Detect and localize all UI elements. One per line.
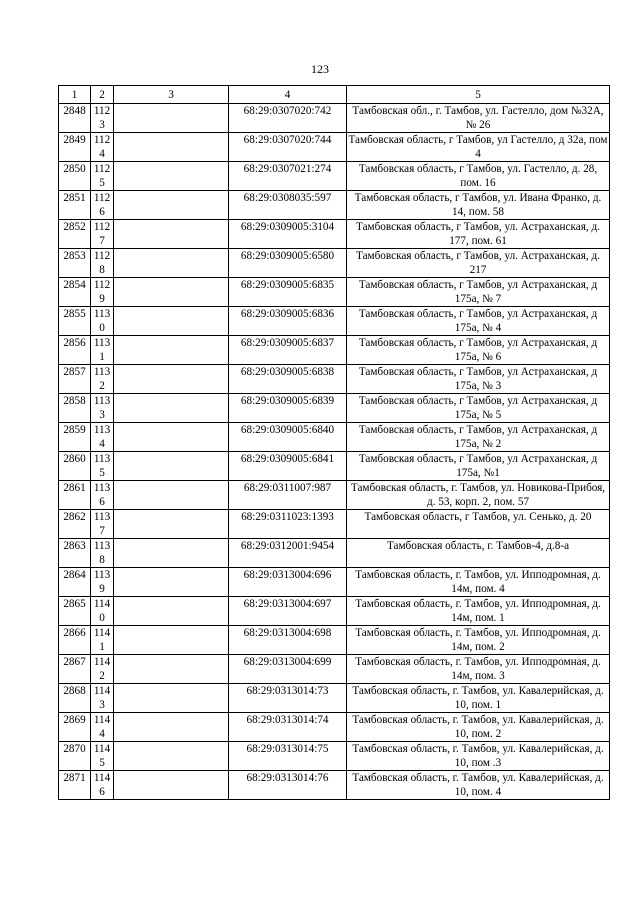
empty-cell — [114, 394, 229, 423]
empty-cell — [114, 742, 229, 771]
row-number-cell: 2870 — [59, 742, 91, 771]
sub-number-cell: 1144 — [91, 713, 114, 742]
row-number-cell: 2851 — [59, 191, 91, 220]
row-number-cell: 2863 — [59, 539, 91, 568]
row-number-cell: 2858 — [59, 394, 91, 423]
table-row — [59, 684, 610, 713]
address-cell: Тамбовская область, г Тамбов, ул. Гастелло, д. 28, пом. 16 — [347, 162, 610, 191]
cadastral-number-cell: 68:29:0313004:697 — [229, 597, 347, 626]
row-number-cell: 2850 — [59, 162, 91, 191]
address-cell: Тамбовская область, г. Тамбов, ул. Ипподромная, д. 14м, пом. 4 — [347, 568, 610, 597]
table-row — [59, 278, 610, 307]
address-cell: Тамбовская область, г Тамбов, ул Гастелло, д 32а, пом 4 — [348, 134, 608, 160]
empty-cell — [114, 771, 229, 800]
address-cell: Тамбовская область, г. Тамбов, ул. Кавалерийская, д. 10, пом. 4 — [347, 771, 610, 800]
property-registry-table — [58, 85, 610, 800]
column-header-5: 5 — [347, 86, 610, 104]
column-header-1: 1 — [59, 86, 91, 104]
empty-cell — [114, 684, 229, 713]
empty-cell — [114, 104, 229, 133]
sub-number-cell: 1125 — [91, 162, 114, 191]
sub-number-cell: 1132 — [91, 365, 114, 394]
address-cell: Тамбовская область, г. Тамбов, ул. Кавалерийская, д. 10, пом .3 — [347, 742, 610, 771]
table-row — [59, 713, 610, 742]
sub-number-cell: 1137 — [91, 510, 114, 539]
table-row — [59, 423, 610, 452]
empty-cell — [114, 452, 229, 481]
sub-number-cell: 1130 — [91, 307, 114, 336]
row-number-cell: 2869 — [59, 713, 91, 742]
table-row — [59, 307, 610, 336]
sub-number-cell: 1127 — [91, 220, 114, 249]
cadastral-number-cell: 68:29:0309005:6838 — [229, 365, 347, 394]
empty-cell — [114, 191, 229, 220]
row-number-cell: 2855 — [59, 307, 91, 336]
address-cell: Тамбовская область, г Тамбов, ул Астраханская, д 175а, № 4 — [347, 307, 610, 336]
empty-cell — [114, 568, 229, 597]
table-row — [59, 249, 610, 278]
cadastral-number-cell: 68:29:0313014:75 — [229, 742, 347, 771]
empty-cell — [114, 539, 229, 568]
sub-number-cell: 1141 — [91, 626, 114, 655]
table-row — [59, 742, 610, 771]
sub-number-cell: 1134 — [91, 423, 114, 452]
empty-cell — [114, 713, 229, 742]
cadastral-number-cell: 68:29:0313014:74 — [229, 713, 347, 742]
address-cell: Тамбовская область, г Тамбов, ул. Астраханская, д. 217 — [347, 249, 610, 278]
empty-cell — [114, 655, 229, 684]
table-row — [59, 191, 610, 220]
table-row — [59, 104, 610, 133]
address-cell: Тамбовская область, г Тамбов, ул. Ивана Франко, д. 14, пом. 58 — [347, 191, 610, 220]
sub-number-cell: 1145 — [91, 742, 114, 771]
cadastral-number-cell: 68:29:0313004:699 — [229, 655, 347, 684]
sub-number-cell: 1135 — [91, 452, 114, 481]
sub-number-cell: 1126 — [91, 191, 114, 220]
row-number-cell: 2861 — [59, 481, 91, 510]
sub-number-cell: 1136 — [91, 481, 114, 510]
cadastral-number-cell: 68:29:0309005:6836 — [229, 307, 347, 336]
table-row — [59, 162, 610, 191]
table-body — [59, 104, 610, 800]
sub-number-cell: 1140 — [91, 597, 114, 626]
table-row — [59, 365, 610, 394]
table-row — [59, 220, 610, 249]
cadastral-number-cell: 68:29:0308035:597 — [229, 191, 347, 220]
row-number-cell: 2864 — [59, 568, 91, 597]
row-number-cell: 2866 — [59, 626, 91, 655]
cadastral-number-cell: 68:29:0311007:987 — [229, 481, 347, 510]
cadastral-number-cell: 68:29:0309005:6840 — [229, 423, 347, 452]
row-number-cell: 2856 — [59, 336, 91, 365]
sub-number-cell: 1123 — [91, 104, 114, 133]
sub-number-cell: 1124 — [91, 133, 114, 162]
sub-number-cell: 1146 — [91, 771, 114, 800]
cadastral-number-cell: 68:29:0309005:6835 — [229, 278, 347, 307]
column-header-3: 3 — [114, 86, 229, 104]
row-number-cell: 2857 — [59, 365, 91, 394]
column-header-4: 4 — [229, 86, 347, 104]
empty-cell — [114, 423, 229, 452]
row-number-cell: 2848 — [59, 104, 91, 133]
row-number-cell: 2852 — [59, 220, 91, 249]
address-cell: Тамбовская область, г. Тамбов, ул. Кавалерийская, д. 10, пом. 2 — [347, 713, 610, 742]
table-row — [59, 133, 610, 162]
address-cell: Тамбовская обл., г. Тамбов, ул. Гастелло, дом №32А, № 26 — [347, 104, 610, 133]
row-number-cell: 2867 — [59, 655, 91, 684]
sub-number-cell: 1143 — [91, 684, 114, 713]
address-cell: Тамбовская область, г. Тамбов, ул. Новикова-Прибоя, д. 53, корп. 2, пом. 57 — [347, 481, 610, 510]
table-row — [59, 568, 610, 597]
cadastral-number-cell: 68:29:0313014:73 — [229, 684, 347, 713]
cadastral-number-cell: 68:29:0307020:742 — [229, 104, 347, 133]
cadastral-number-cell: 68:29:0312001:9454 — [229, 539, 347, 568]
address-cell: Тамбовская область, г. Тамбов, ул. Ипподромная, д. 14м, пом. 3 — [347, 655, 610, 684]
address-cell: Тамбовская область, г Тамбов, ул Астраханская, д 175а, № 6 — [347, 336, 610, 365]
sub-number-cell: 1139 — [91, 568, 114, 597]
table-row — [59, 626, 610, 655]
address-cell: Тамбовская область, г Тамбов, ул Астраханская, д 175а, № 2 — [347, 423, 610, 452]
sub-number-cell: 1133 — [91, 394, 114, 423]
cadastral-number-cell: 68:29:0309005:6580 — [229, 249, 347, 278]
row-number-cell: 2860 — [59, 452, 91, 481]
table-row — [59, 510, 610, 539]
address-cell: Тамбовская область, г. Тамбов-4, д.8-а — [347, 539, 610, 568]
sub-number-cell: 1129 — [91, 278, 114, 307]
table-row — [59, 452, 610, 481]
row-number-cell: 2853 — [59, 249, 91, 278]
empty-cell — [114, 365, 229, 394]
row-number-cell: 2862 — [59, 510, 91, 539]
sub-number-cell: 1131 — [91, 336, 114, 365]
address-cell: Тамбовская область, г. Тамбов, ул. Кавалерийская, д. 10, пом. 1 — [347, 684, 610, 713]
empty-cell — [114, 249, 229, 278]
row-number-cell: 2865 — [59, 597, 91, 626]
cadastral-number-cell: 68:29:0307020:744 — [229, 133, 347, 162]
page-number: 123 — [311, 62, 329, 76]
address-cell: Тамбовская область, г Тамбов, ул Астраханская, д 175а, № 7 — [347, 278, 610, 307]
sub-number-cell: 1142 — [91, 655, 114, 684]
table-row — [59, 597, 610, 626]
empty-cell — [114, 278, 229, 307]
cadastral-number-cell: 68:29:0309005:6841 — [229, 452, 347, 481]
empty-cell — [114, 481, 229, 510]
row-number-cell: 2859 — [59, 423, 91, 452]
table-row — [59, 481, 610, 510]
address-cell: Тамбовская область, г. Тамбов, ул. Ипподромная, д. 14м, пом. 1 — [347, 597, 610, 626]
cadastral-number-cell: 68:29:0313014:76 — [229, 771, 347, 800]
sub-number-cell: 1138 — [91, 539, 114, 568]
empty-cell — [114, 162, 229, 191]
table-row — [59, 771, 610, 800]
cadastral-number-cell: 68:29:0309005:6839 — [229, 394, 347, 423]
empty-cell — [114, 626, 229, 655]
address-cell: Тамбовская область, г. Тамбов, ул. Ипподромная, д. 14м, пом. 2 — [347, 626, 610, 655]
address-cell: Тамбовская область, г Тамбов, ул Астраханская, д 175а, №1 — [347, 452, 610, 481]
empty-cell — [114, 597, 229, 626]
empty-cell — [114, 336, 229, 365]
address-cell: Тамбовская область, г Тамбов, ул Астраханская, д 175а, № 3 — [347, 365, 610, 394]
empty-cell — [114, 307, 229, 336]
cadastral-number-cell: 68:29:0313004:698 — [229, 626, 347, 655]
header-row — [59, 86, 610, 104]
row-number-cell: 2854 — [59, 278, 91, 307]
address-cell: Тамбовская область, г Тамбов, ул. Сенько, д. 20 — [347, 510, 610, 539]
table-header — [59, 86, 610, 104]
row-number-cell: 2849 — [59, 133, 91, 162]
table-row — [59, 655, 610, 684]
address-cell: Тамбовская область, г Тамбов, ул Астраханская, д 175а, № 5 — [347, 394, 610, 423]
empty-cell — [114, 220, 229, 249]
table-row — [59, 336, 610, 365]
table-row — [59, 539, 610, 568]
table-row — [59, 394, 610, 423]
sub-number-cell: 1128 — [91, 249, 114, 278]
empty-cell — [114, 510, 229, 539]
cadastral-number-cell: 68:29:0307021:274 — [229, 162, 347, 191]
column-header-2: 2 — [91, 86, 114, 104]
address-cell: Тамбовская область, г Тамбов, ул. Астраханская, д. 177, пом. 61 — [347, 220, 610, 249]
cadastral-number-cell: 68:29:0311023:1393 — [229, 510, 347, 539]
empty-cell — [114, 133, 229, 162]
cadastral-number-cell: 68:29:0309005:3104 — [229, 220, 347, 249]
row-number-cell: 2871 — [59, 771, 91, 800]
row-number-cell: 2868 — [59, 684, 91, 713]
cadastral-number-cell: 68:29:0313004:696 — [229, 568, 347, 597]
cadastral-number-cell: 68:29:0309005:6837 — [229, 336, 347, 365]
